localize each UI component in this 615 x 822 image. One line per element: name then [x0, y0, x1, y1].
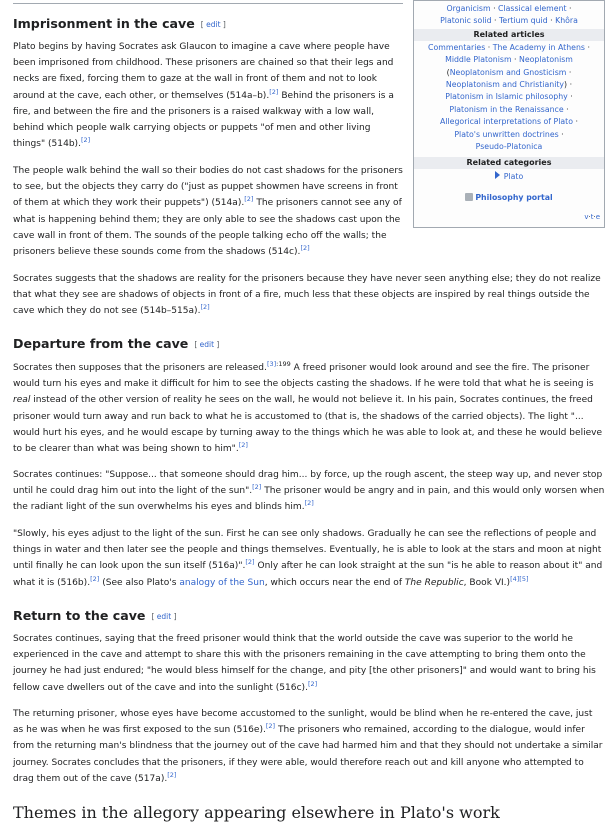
philosophy-portal-link[interactable]: Philosophy portal	[475, 192, 553, 202]
section-title: Imprisonment in the cave	[13, 16, 195, 31]
citation-2[interactable]: [2]	[200, 303, 210, 312]
citation-2[interactable]: [2]	[244, 195, 254, 204]
next-section-heading: Themes in the allegory appearing elsewhere in Plato's work	[13, 803, 500, 822]
section-departure-heading	[13, 336, 219, 353]
nav-link-pseudo-platonica[interactable]: Pseudo-Platonica	[475, 142, 543, 152]
talk-template-link[interactable]: t	[590, 212, 594, 221]
departure-paragraph-1: Socrates then supposes that the prisoners are released.$^{[3]:199}$ A freed prisoner would look around and see the fire. The prisoner would turn his eyes and make it difficult for him to see the objects casting the shadows. If he were told that what he is seeing is real instead of the other version of reality he sees on the wall, he would not believe it. In his pain, Socrates continues, the freed prisoner would turn away and run back to what he is accustomed to (that is, the shadows of the carried objects). The light "... would hurt his eyes, and he would escape by turning away to the things which he was able to look at, and these he would believe to be clearer than what was being shown to him".[2]	[13, 360, 603, 455]
citation-5[interactable]: [5]	[519, 574, 529, 583]
view-template-link[interactable]: v	[584, 212, 589, 221]
return-paragraph-2: The returning prisoner, whose eyes have become accustomed to the sunlight, would be blind when he re-entered the cave, just as he was when he was first exposed to the sun (516e).[2] The prisoners who remained, according to the dialogue, would infer from the returning man's blindness that the journey out of the cave had harmed him and that they should not undertake a similar journey. Socrates concludes that the prisoners, if they were able, would therefore reach out and kill anyone who attempted to drag them out of the cave (517a).[2]	[13, 709, 603, 784]
imprisonment-paragraph-2: The people walk behind the wall so their bodies do not cast shadows for the prisoners to see, but the objects they carry do ("just as puppet showmen have screens in front of them at which they work their puppets") (514a).[2] The prisoners cannot see any of what is happening behind them; they are only able to see the shadows cast upon the cave wall in front of them. The sounds of the people talking echo off the walls; the prisoners believe these sounds come from the shadows (514c).[2]	[13, 166, 403, 258]
imprisonment-paragraph-1: Plato begins by having Socrates ask Glaucon to imagine a cave where people have been imprisoned from childhood. These prisoners are chained so that their legs and necks are fixed, forcing them to gaze at the wall in front of them and not to look around at the cave, each other, or themselves (514a–b).[2] Behind the prisoners is a fire, and between the fire and the prisoners is a raised walkway with a low wall, behind which people walk carrying objects or puppets "of men and other living things" (514b).[2]	[13, 42, 394, 150]
citation-2[interactable]: [2]	[300, 244, 310, 253]
citation-3[interactable]: [3]	[266, 360, 277, 368]
related-articles-header: Related articles	[414, 29, 604, 41]
nav-link-neoplatonism-christianity[interactable]: Neoplatonism and Christianity	[445, 80, 565, 90]
citation-2[interactable]: [2]	[167, 770, 177, 779]
edit-template-link[interactable]: e	[595, 212, 600, 221]
citation-2[interactable]: [2]	[252, 483, 262, 492]
expand-triangle-icon[interactable]	[495, 171, 500, 179]
category-link-plato[interactable]: Plato	[503, 172, 524, 182]
return-paragraph-1: Socrates continues, saying that the freed prisoner would think that the world outside the cave was superior to the world he experienced in the cave and attempt to share this with the prisoners remaining in the cave attempting to bring them onto the journey he had just endured; "he would bless himself for the change, and pity [the other prisoners]" and would want to bring his fellow cave dwellers out of the cave and into the sunlight (516c).[2]	[13, 634, 596, 693]
portal-row	[414, 192, 604, 204]
nav-link-khora[interactable]: Khôra	[555, 16, 578, 26]
nav-link-neoplatonism[interactable]: Neoplatonism	[519, 55, 573, 65]
related-articles-list: Commentaries · The Academy in Athens · Middle Platonism · Neoplatonism (Neoplatonism and Gnosticism · Neoplatonism and Christianity) · Platonism in Islamic philosophy · Platonism in the Renaissance · Allegorical interpretations of Plato · Plato's unwritten doctrines · Pseudo-Platonica	[428, 42, 590, 152]
analogy-of-the-sun-link[interactable]: analogy of the Sun	[179, 577, 265, 588]
portal-icon	[465, 193, 473, 201]
nav-link-commentaries[interactable]: Commentaries	[428, 42, 486, 52]
edit-section-link[interactable]: [ edit ]	[200, 20, 226, 29]
citation-2[interactable]: [2]	[265, 722, 276, 731]
citation-2[interactable]: [2]	[90, 574, 100, 583]
related-categories-header: Related categories	[414, 157, 604, 169]
citation-2[interactable]: [2]	[304, 499, 314, 508]
citation-2[interactable]: [2]	[238, 441, 248, 450]
nav-link-classical-element[interactable]: Classical element	[498, 4, 567, 13]
vte-links: v·t·e	[584, 212, 600, 221]
nav-link-platonism-renaissance[interactable]: Platonism in the Renaissance	[449, 104, 564, 114]
imprisonment-paragraph-3: Socrates suggests that the shadows are reality for the prisoners because they have never seen anything else; they do not realize that what they see are shadows of objects in front of a fire, much less that these objects are inspired by real things outside the cave which they do not see (514b–515a).[2]	[13, 274, 601, 317]
citation-2[interactable]: [2]	[269, 87, 279, 96]
section-title: Return to the cave	[13, 608, 146, 623]
departure-paragraph-3: "Slowly, his eyes adjust to the light of the sun. First he can see only shadows. Gradually he can see the reflections of people and things in water and then later see the people and things themselves. Eventually, he is able to look at the stars and moon at night until finally he can look upon the sun itself (516a)".[2] Only after he can look straight at the sun "is he able to reason about it" and what it is (516b).[2] (See also Plato's analogy of the Sun, which occurs near the end of The Republic, Book VI.)[4][5]	[13, 529, 603, 588]
nav-link-academy[interactable]: The Academy in Athens	[492, 42, 585, 52]
nav-link-middle-platonism[interactable]: Middle Platonism	[445, 55, 512, 65]
section-return-heading	[13, 608, 177, 625]
edit-section-link[interactable]: [ edit ]	[151, 612, 177, 621]
nav-link-allegorical-interpretations[interactable]: Allegorical interpretations of Plato	[440, 117, 574, 127]
citation-2[interactable]: [2]	[80, 136, 91, 145]
nav-link-platonic-solid[interactable]: Platonic solid	[440, 16, 492, 26]
nav-link-tertium-quid[interactable]: Tertium quid	[498, 16, 548, 26]
navbox	[413, 0, 605, 228]
section-imprisonment-heading	[13, 16, 226, 33]
edit-section-link[interactable]: [ edit ]	[194, 340, 220, 349]
departure-paragraph-2: Socrates continues: "Suppose... that someone should drag him... by force, up the rough ascent, the steep way up, and never stop until he could drag him out into the light of the sun".[2] The prisoner would be angry and in pain, and this would only worsen when the radiant light of the sun overwhelms his eyes and blinds him.[2]	[13, 470, 605, 513]
nav-link-neoplatonism-gnosticism[interactable]: Neoplatonism and Gnosticism	[449, 67, 567, 77]
section-title: Departure from the cave	[13, 336, 189, 351]
navbox-topics: Organicism · Classical element · Platonic solid · Tertium quid · Khôra	[440, 4, 578, 26]
citation-2[interactable]: [2]	[245, 558, 255, 567]
citation-4[interactable]: [4]	[510, 574, 520, 583]
section-divider	[13, 3, 403, 4]
citation-2[interactable]: [2]	[307, 679, 318, 688]
nav-link-platonism-islamic[interactable]: Platonism in Islamic philosophy	[445, 92, 568, 102]
category-row	[414, 171, 604, 183]
nav-link-unwritten-doctrines[interactable]: Plato's unwritten doctrines	[454, 129, 559, 139]
nav-link-organicism[interactable]: Organicism	[446, 4, 491, 13]
